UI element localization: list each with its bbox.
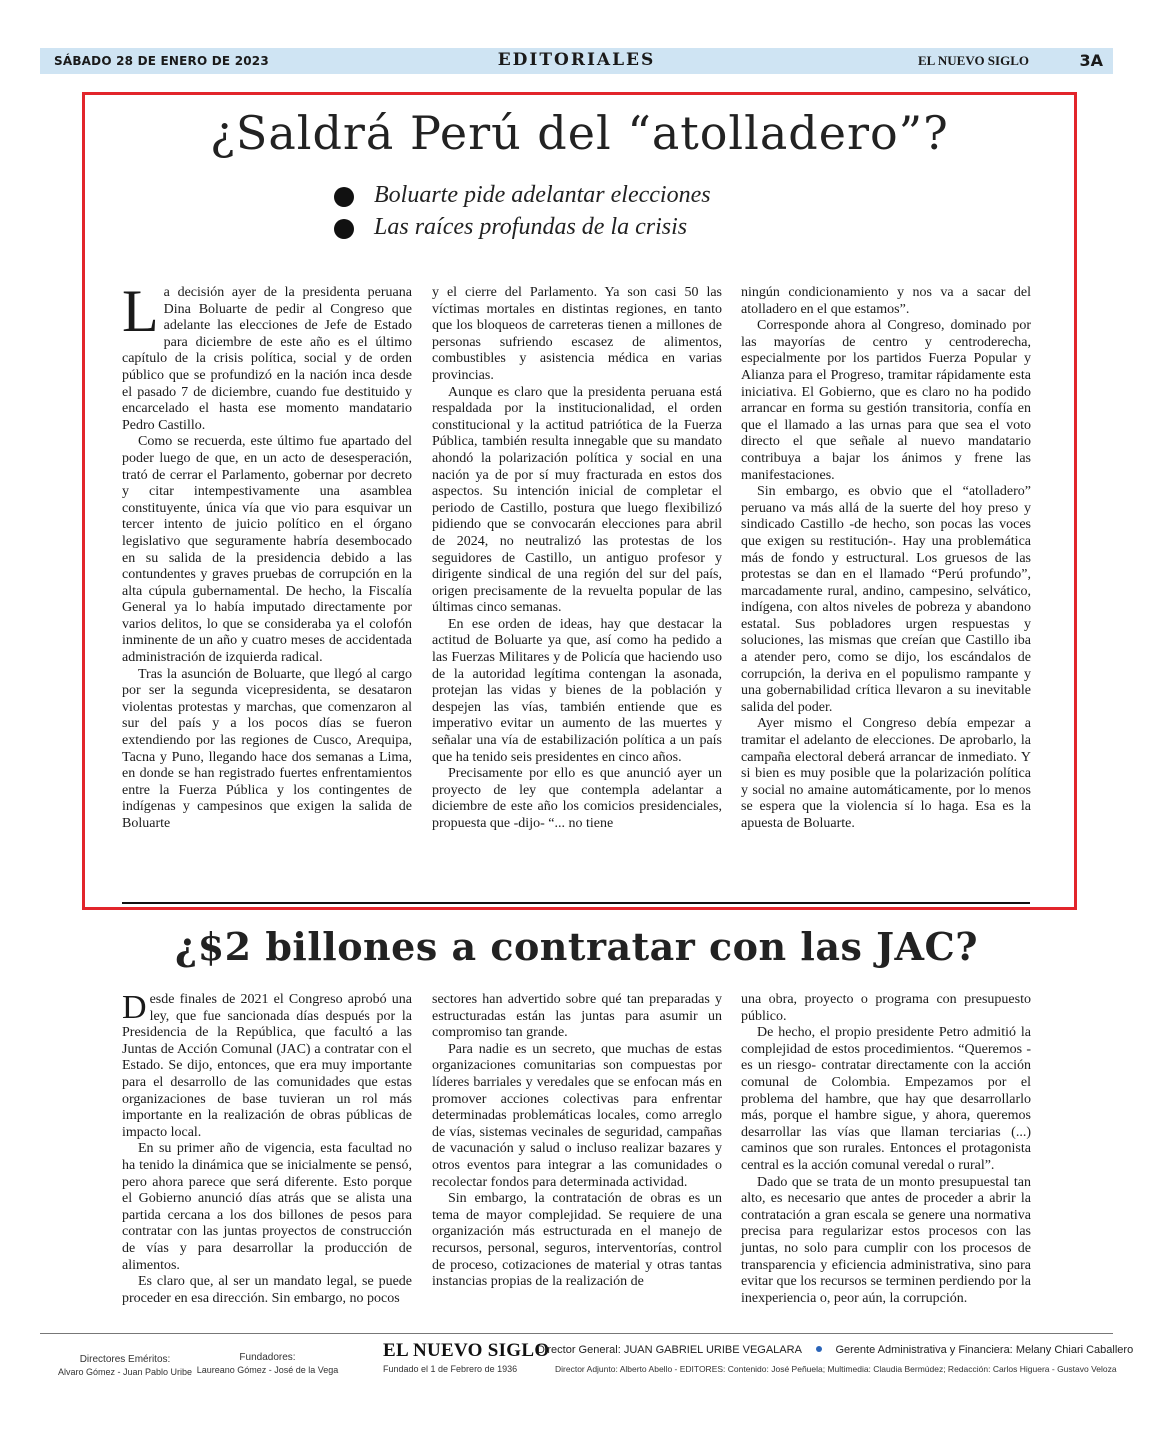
emeritus-names: Alvaro Gómez - Juan Pablo Uribe [57, 1367, 193, 1377]
article-paragraph: En ese orden de ideas, hay que destacar la actitud de Boluarte ya que, así como ha pedido a las Fuerzas Militares y de Policía que haciendo uso de la autoridad legítima contengan la asonada, protejan las vidas y bienes de la población y despejen las vías, también entiende que es imperativo evitar un aumento de las muertes y señalar una vía de estabilización política a un país que ha tenido seis presidentes en cinco años. [432, 616, 722, 765]
article-paragraph: Aunque es claro que la presidenta peruana está respaldada por la institucionalidad, el orden constitucional y la actitud patriótica de la Fuerza Pública, también resulta innegable que su mandato ahondó la polarización política y social en una nación ya de por sí muy fracturada en estos dos aspectos. Su intención inicial de completar el periodo de Castillo, postura que luego flexibilizó pidiendo que se convocarán elecciones para abril de 2024, no neutralizó las protestas de los seguidores de Castillo, un antiguo profesor y dirigente sindical de una región del sur del país, origen precisamente de la revuelta popular de las últimas cinco semanas. [432, 384, 722, 616]
masthead-footer [0, 1336, 1155, 1396]
article-paragraph: Precisamente por ello es que anunció ayer un proyecto de ley que contempla adelantar a diciembre de este año los comicios presidenciales, propuesta que -dijo- “... no tiene [432, 766, 722, 831]
footer-divider [40, 1333, 1113, 1334]
issue-date: SÁBADO 28 DE ENERO DE 2023 [54, 54, 269, 68]
article-paragraph: Ayer mismo el Congreso debía empezar a tramitar el adelanto de elecciones. De aprobarlo, la campaña electoral deberá arrancar de inmediato. Y si bien es muy posible que la polarización política y social no amaine automáticamente, por lo menos se espera que la violencia sí lo haga. Esa es la apuesta de Boluarte. [741, 716, 1031, 831]
bullet-dot-icon [334, 219, 354, 239]
article1-subheads [334, 180, 814, 244]
founders-label: Fundadores: [239, 1352, 296, 1363]
bullet-dot-icon [334, 187, 354, 207]
article-paragraph: Sin embargo, es obvio que el “atolladero” peruano va más allá de la suerte del hoy preso y sindicado Castillo -de hecho, son pocas las voces que exigen su restitución-. Hay una problemática más de fondo y estructural. Los gruesos de las protestas se dan en el llamado “Perú profundo”, marcadamente rural, andino, campesino, selvático, indígena, con altos niveles de pobreza y abandono estatal. Sus pobladores urgen respuestas y soluciones, las mismas que creían que Castillo iba a atender pero, como se dijo, los escándalos de corrupción, la deriva en el populismo rampante y una gobernabilidad crítica llevaron a su inevitable salida del poder. [741, 484, 1031, 715]
director-line [537, 1344, 1133, 1356]
article-paragraph: Dado que se trata de un monto presupuestal tan alto, es necesario que antes de proceder a abrir la contratación a gran escala se genere una normativa precisa para regularizar estos procesos con las juntas, no solo para cumplir con los procesos de transparencia y eficiencia administrativa, sino para evitar que los recursos se terminen perdiendo por la inexperiencia o, peor aún, la corrupción. [741, 1174, 1031, 1306]
founded-date: Fundado el 1 de Febrero de 1936 [383, 1364, 518, 1374]
article-paragraph: Para nadie es un secreto, que muchas de estas organizaciones comunitarias son compuestas por líderes barriales y veredales que se enfocan más en promover acciones colectivas para enfrentar determinadas problemáticas locales, como arreglo de vías, sistemas vecinales de seguridad, campañas de vacunación y salud o incluso realizar bazares y otros eventos para integrar a las comunidades o recolectar fondos para determinada actividad. [432, 1041, 722, 1190]
article-paragraph: Desde finales de 2021 el Congreso aprobó una ley, que fue sancionada días después por la Presidencia de la República, que facultó a las Juntas de Acción Comunal (JAC) a contratar con el Estado. Se dijo, entonces, que era muy importante para el desarrollo de las comunidades que estas organizaciones de base tuvieran un rol más importante en la realización de obras públicas de impacto local. [122, 989, 412, 1140]
article1-headline: ¿Saldrá Perú del “atolladero”? [210, 106, 949, 160]
article2-column-1 [122, 989, 412, 1307]
article2-column-3 [741, 992, 1031, 1307]
article1-column-3 [741, 285, 1031, 833]
article-paragraph: Sin embargo, la contratación de obras es un tema de mayor complejidad. Se requiere de una organización más estructurada en el manejo de recursos, personal, seguros, interventorías, control de proceso, cotizaciones de material y otras tantas instancias propias de la realización de [432, 1191, 722, 1290]
article-paragraph: Como se recuerda, este último fue apartado del poder luego de que, en un acto de desesperación, trató de cerrar el Parlamento, gobernar por decreto y citar intempestivamente una asamblea constituyente, única vía que vio para esquivar un tercer intento de juicio político en el órgano legislativo que seguramente habría desembocado en su salida de la presidencia debido a las contundentes y graves pruebas de corrupción en la alta cúpula gubernamental. De hecho, la Fiscalía General ya lo había imputado directamente por varios delitos, lo que se consideraba ya el colofón inminente de un año y cuatro meses de accidentada administración de izquierda radical. [122, 434, 412, 666]
article1-column-2 [432, 285, 722, 833]
article-paragraph: una obra, proyecto o programa con presupuesto público. [741, 992, 1031, 1024]
drop-cap: L [122, 278, 159, 344]
subhead-item [334, 212, 814, 244]
subhead-text: Las raíces profundas de la crisis [374, 214, 688, 240]
subhead-text: Boluarte pide adelantar elecciones [374, 182, 711, 208]
footer-logo: EL NUEVO SIGLO [383, 1340, 550, 1361]
article-paragraph: En su primer año de vigencia, esta facultad no ha tenido la dinámica que se inicialmente se pensó, pero ahora parece que será diferente. Esto porque el Gobierno anunció días atrás que se alista una partida cercana a los dos billones de pesos para contratar con las juntas proyectos de construcción de vías y para desarrollar la producción de alimentos. [122, 1141, 412, 1273]
separator-dot-icon [816, 1346, 822, 1352]
page-number: 3A [1079, 51, 1103, 70]
article2-headline: ¿$2 billones a contratar con las JAC? [174, 924, 979, 969]
article-paragraph: y el cierre del Parlamento. Ya son casi 50 las víctimas mortales en distintas regiones, en tanto que los bloqueos de carreteras tienen a millones de personas sufriendo escasez de alimentos, combustibles y asistencia médica en varias provincias. [432, 285, 722, 383]
director-label: Director General: [537, 1344, 621, 1356]
article2-column-2 [432, 992, 722, 1291]
article-paragraph: De hecho, el propio presidente Petro admitió la complejidad de estos procedimientos. “Queremos -es un riesgo- contratar directamente con la acción comunal de Colombia. Empezamos por el problema del hambre, que hay que desarrollarlo más, porque el hambre sigue, y ahora, queremos desarrollar las vías que llaman terciarias (...) caminos que son rurales. Entonces el protagonista central es la acción comunal veredal o rural”. [741, 1025, 1031, 1173]
director-name: JUAN GABRIEL URIBE VEGALARA [623, 1344, 802, 1356]
section-title: EDITORIALES [497, 50, 656, 70]
article-paragraph: ningún condicionamiento y nos va a sacar del atolladero en el que estamos”. [741, 285, 1031, 317]
article-paragraph: La decisión ayer de la presidenta peruana Dina Boluarte de pedir al Congreso que adelante las elecciones de Jefe de Estado para diciembre de este año es el último capítulo de la crisis política, social y de orden público que se profundizó en la nación inca desde el pasado 7 de diciembre, cuando fue destituido y encarcelado el hasta ese momento mandatario Pedro Castillo. [122, 278, 412, 433]
emeritus-label: Directores Eméritos: [79, 1354, 171, 1365]
emeritus-directors [50, 1354, 200, 1378]
manager-label: Gerente Administrativa y Financiera: [835, 1344, 1013, 1356]
founders-names: Laureano Gómez - José de la Vega [196, 1365, 339, 1375]
article-paragraph: Es claro que, al ser un mandato legal, se puede proceder en esa dirección. Sin embargo, no pocos [122, 1274, 412, 1306]
article-paragraph: Tras la asunción de Boluarte, que llegó al cargo por ser la segunda vicepresidenta, se desataron violentas protestas y marchas, que comenzaron al sur del país y a los pocos días se fueron extendiendo por las regiones de Cusco, Arequipa, Tacna y Puno, llegando hace dos semanas a Lima, en donde se han registrado fuertes enfrentamientos entre la Fuerza Pública y los contingentes de indígenas y campesinos que exigen la salida de Boluarte [122, 666, 412, 831]
article1-column-1 [122, 278, 412, 833]
article-divider [122, 902, 1030, 904]
drop-cap: D [122, 989, 147, 1026]
staff-line: Director Adjunto: Alberto Abello - EDITORES: Contenido: José Peñuela; Multimedia: Claudia Bermúdez; Redacción: Carlos Higuera - Gustavo Veloza [555, 1364, 1117, 1374]
founders [195, 1352, 340, 1376]
page-header-bar [40, 48, 1113, 74]
article-paragraph: sectores han advertido sobre qué tan preparadas y estructuradas están las juntas para asumir un compromiso tan grande. [432, 992, 722, 1041]
subhead-item [334, 180, 814, 212]
manager-name: Melany Chiari Caballero [1015, 1344, 1134, 1356]
article-paragraph: Corresponde ahora al Congreso, dominado por las mayorías de centro y centroderecha, especialmente por los partidos Fuerza Popular y Alianza para el Progreso, tramitar rápidamente esta iniciativa. El Gobierno, que es claro no ha podido arrancar en forma su gestión transitoria, confía en que el llamado a las urnas para que sea el voto directo el que señale al nuevo mandatario contribuya a bajar los ánimos y frene las manifestaciones. [741, 318, 1031, 483]
newspaper-brand: EL NUEVO SIGLO [918, 53, 1029, 68]
